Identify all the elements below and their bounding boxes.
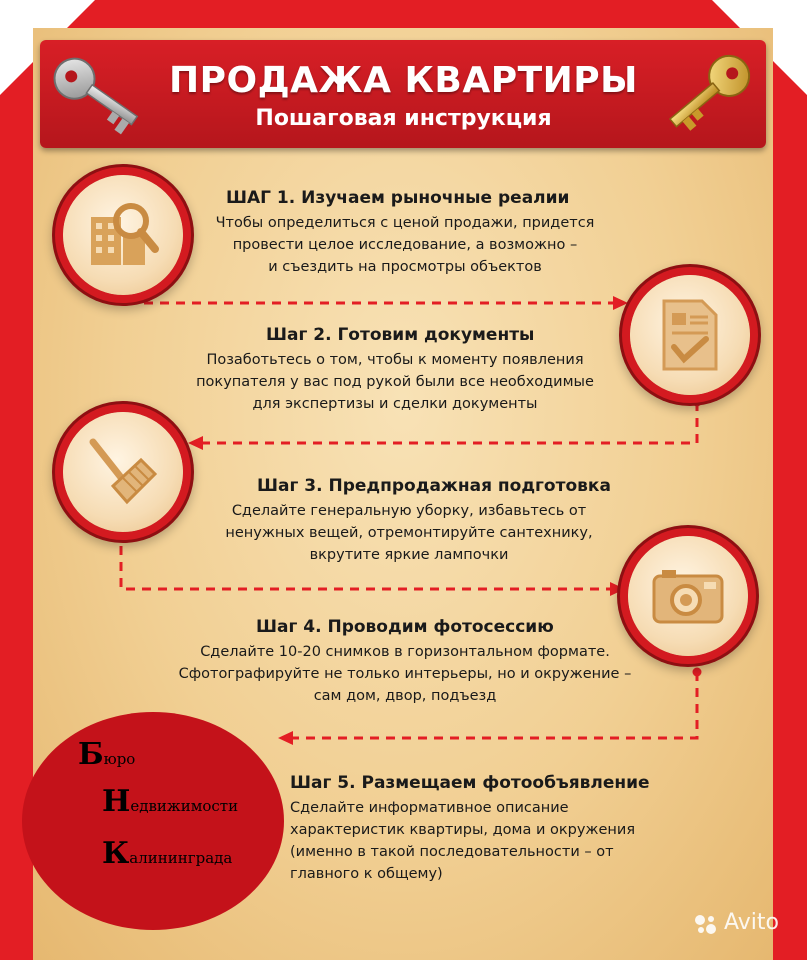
- step1-title: ШАГ 1. Изучаем рыночные реалии: [226, 188, 570, 208]
- step4-line3: сам дом, двор, подъезд: [313, 688, 497, 704]
- step3-description: [184, 500, 634, 566]
- agency-logo-circle: [22, 712, 284, 930]
- step5-description: [290, 797, 635, 885]
- step4-line1: Сделайте 10-20 снимков в горизонтальном формате.: [200, 644, 610, 660]
- step5-line4: главного к общему): [290, 866, 443, 882]
- logo-line-3: Калининграда: [102, 836, 233, 871]
- step4-icon-circle: [628, 536, 748, 656]
- step1-icon-circle: [63, 175, 183, 295]
- step1-line1: Чтобы определиться с ценой продажи, придется: [215, 215, 595, 231]
- step5-line2: характеристик квартиры, дома и окружения: [290, 822, 636, 838]
- step5-title: Шаг 5. Размещаем фотообъявление: [290, 773, 650, 793]
- logo-line-1: Бюро: [78, 737, 136, 772]
- broom-icon: [83, 432, 163, 512]
- step3-icon-circle: [63, 412, 183, 532]
- step1-line2: провести целое исследование, а возможно –: [232, 237, 578, 253]
- step2-line2: покупателя у вас под рукой были все необходимые: [196, 374, 594, 390]
- step1-line3: и съездить на просмотры объектов: [268, 259, 542, 275]
- step1-description: [180, 212, 630, 278]
- step4-description: [155, 641, 655, 707]
- logo-line-2: Недвижимости: [102, 784, 239, 819]
- avito-logo-icon: [694, 914, 718, 936]
- page-title: ПРОДАЖА КВАРТИРЫ: [169, 60, 638, 101]
- step2-icon-circle: [630, 275, 750, 395]
- step3-line3: вкрутите яркие лампочки: [309, 547, 509, 563]
- step2-line3: для экспертизы и сделки документы: [252, 396, 538, 412]
- step2-title: Шаг 2. Готовим документы: [266, 325, 535, 345]
- document-check-icon: [650, 295, 730, 375]
- step3-line2: ненужных вещей, отремонтируйте сантехнику,: [225, 525, 593, 541]
- page-subtitle: Пошаговая инструкция: [255, 106, 552, 131]
- step5-line1: Сделайте информативное описание: [290, 800, 569, 816]
- camera-icon: [648, 556, 728, 636]
- step3-line1: Сделайте генеральную уборку, избавьтесь от: [231, 503, 587, 519]
- avito-watermark: Avito: [724, 910, 779, 935]
- step2-description: [170, 349, 620, 415]
- step2-line1: Позаботьтесь о том, чтобы к моменту появления: [206, 352, 584, 368]
- step4-title: Шаг 4. Проводим фотосессию: [256, 617, 554, 637]
- step4-line2: Сфотографируйте не только интерьеры, но и окружение –: [178, 666, 632, 682]
- step5-line3: (именно в такой последовательности – от: [290, 844, 614, 860]
- building-search-icon: [83, 195, 163, 275]
- step3-title: Шаг 3. Предпродажная подготовка: [257, 476, 611, 496]
